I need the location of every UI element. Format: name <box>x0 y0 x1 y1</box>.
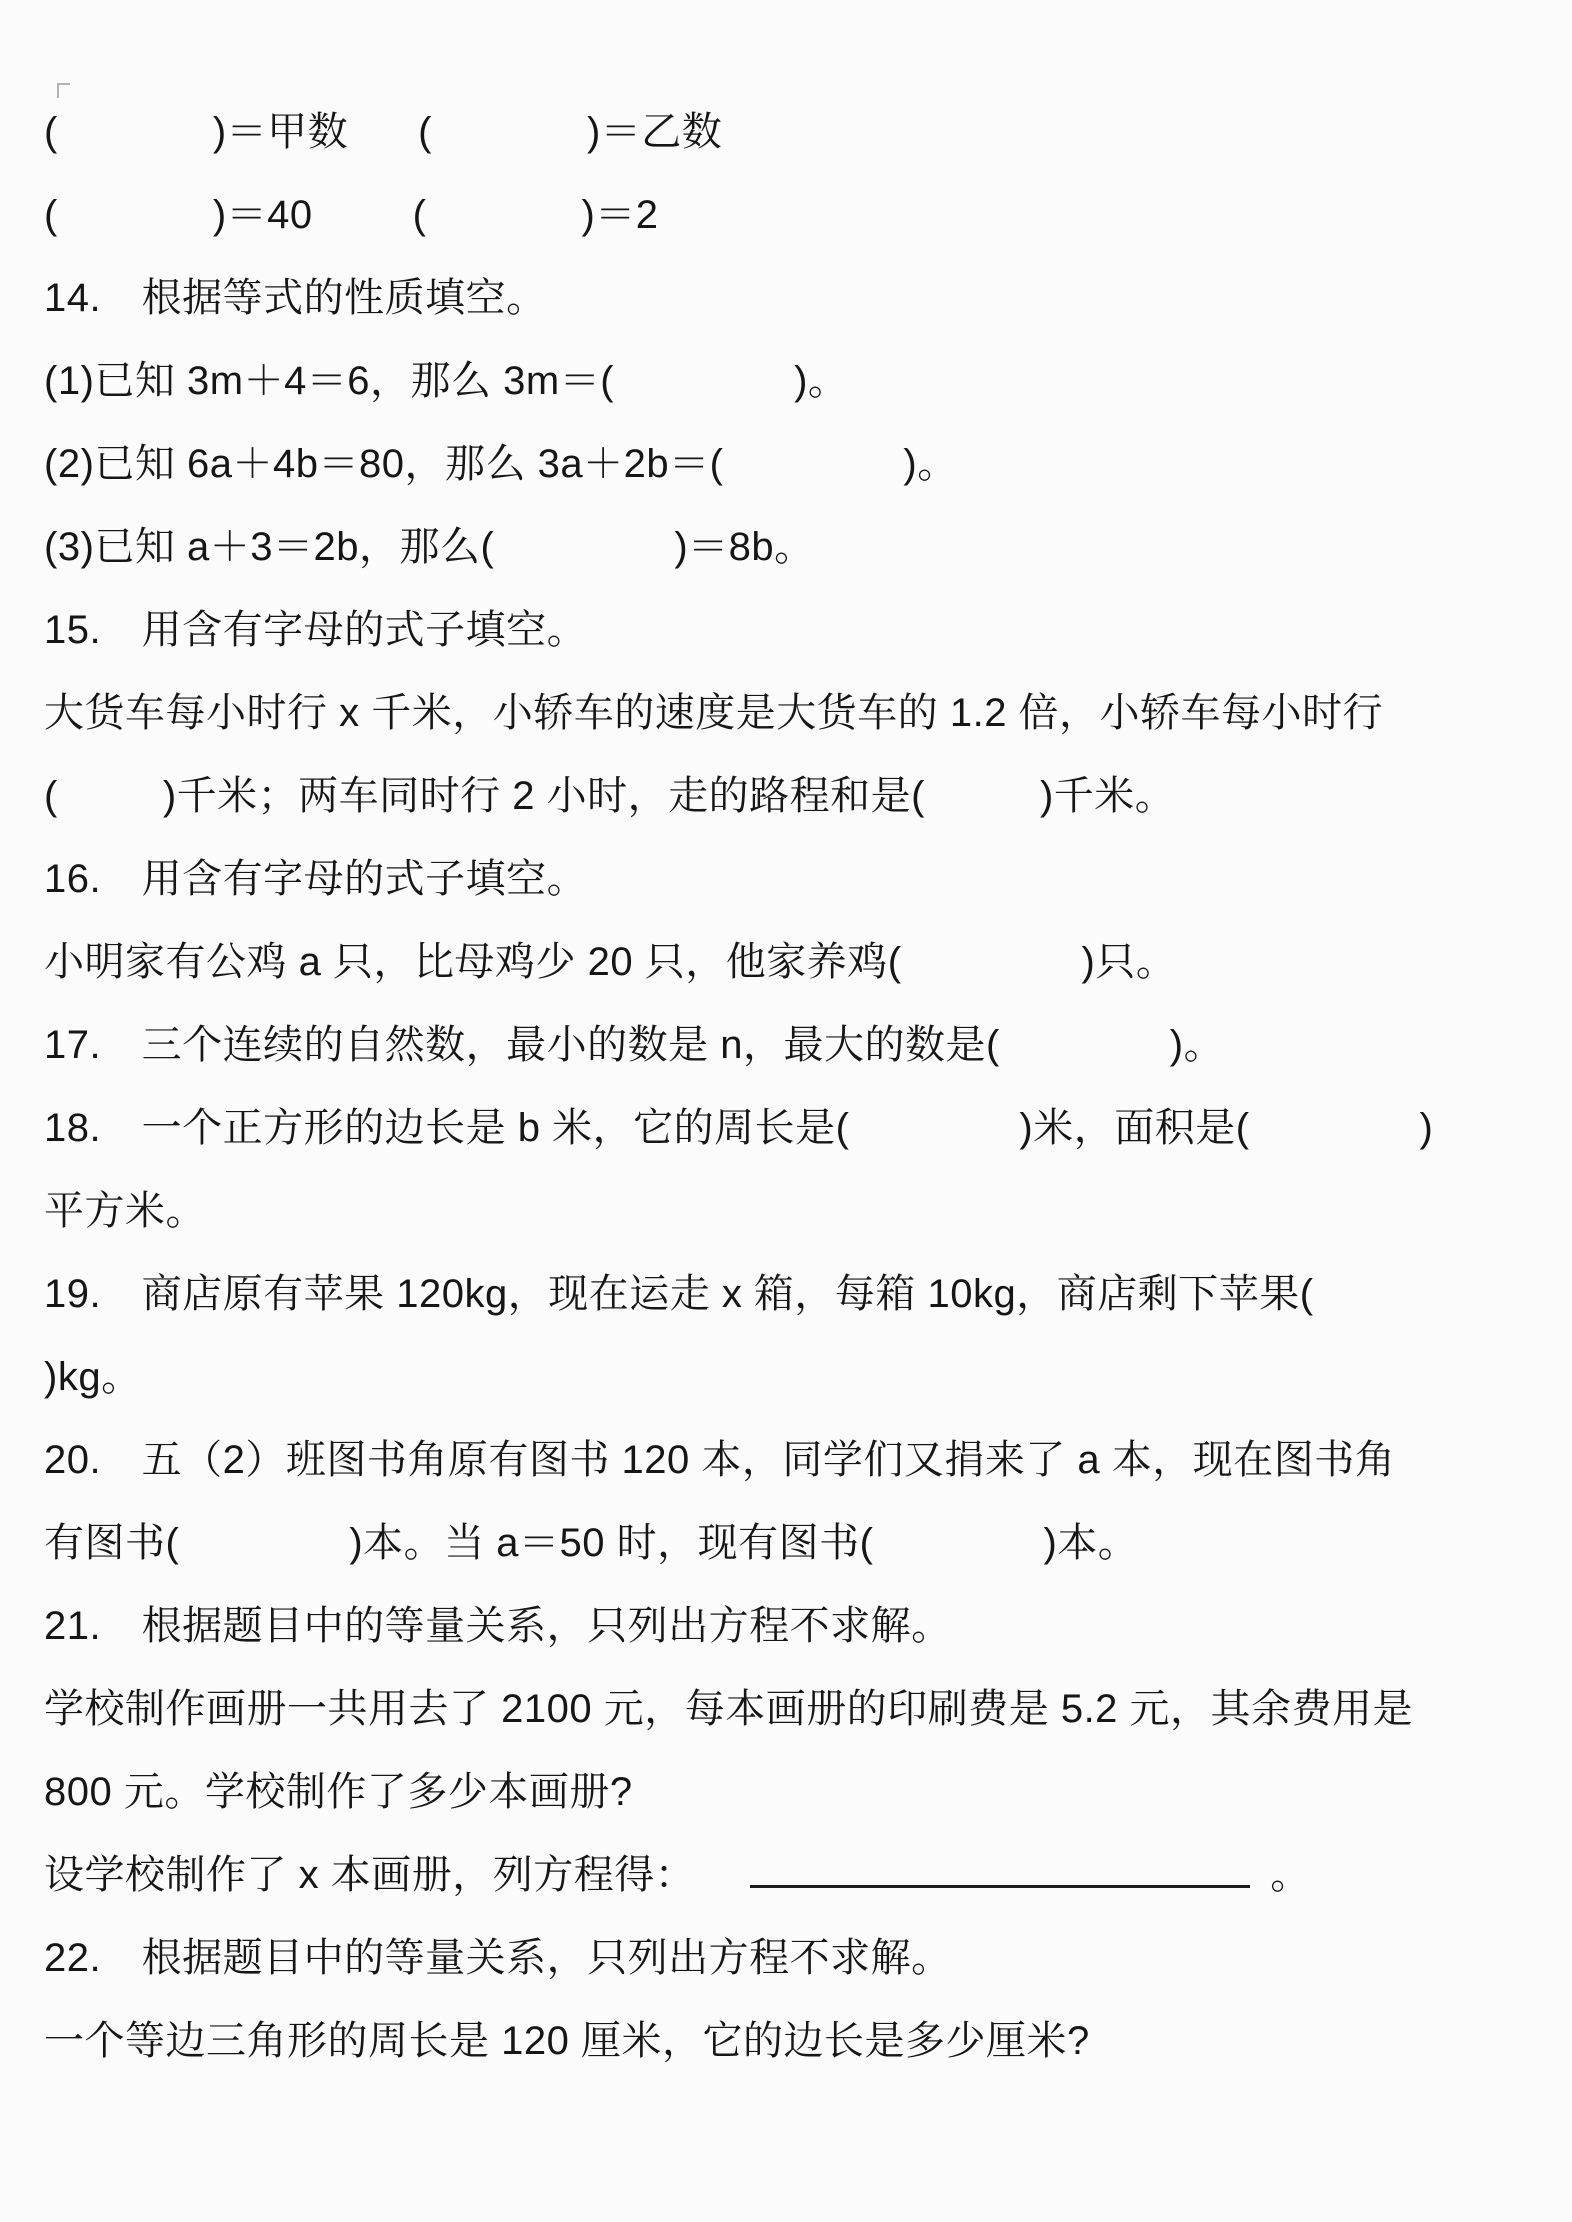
worksheet-line <box>44 1751 1572 1834</box>
worksheet-line <box>44 174 1572 257</box>
worksheet-line <box>44 1004 1572 1087</box>
worksheet-line <box>44 1336 1572 1419</box>
text-segment: 14. 根据等式的性质填空。 <box>44 276 547 320</box>
text-segment: ( <box>412 193 427 237</box>
worksheet-line <box>44 672 1572 755</box>
answer-gap <box>58 227 213 228</box>
text-segment: )＝甲数 <box>212 110 349 154</box>
text-segment: (3)已知 a＋3＝2b，那么( <box>44 525 495 569</box>
worksheet-line <box>44 1502 1572 1585</box>
answer-gap <box>1250 1887 1270 1888</box>
text-segment: ( <box>44 774 58 818</box>
text-segment: 平方米。 <box>44 1189 206 1233</box>
answer-gap <box>723 476 903 477</box>
text-segment: )＝2 <box>581 193 659 237</box>
text-segment: 学校制作画册一共用去了 2100 元，每本画册的印刷费是 5.2 元，其余费用是 <box>44 1687 1414 1731</box>
text-segment: 。 <box>1270 1853 1311 1897</box>
answer-gap <box>695 1887 750 1888</box>
text-segment: 15. 用含有字母的式子填空。 <box>44 608 588 652</box>
text-segment: )。 <box>794 359 849 403</box>
worksheet-line <box>44 1087 1572 1170</box>
text-segment: ( <box>44 193 58 237</box>
worksheet-line <box>44 1419 1572 1502</box>
text-segment: )。 <box>903 442 958 486</box>
text-segment: )千米。 <box>1039 774 1176 818</box>
text-segment: )只。 <box>1081 940 1177 984</box>
text-segment: )。 <box>1169 1023 1225 1067</box>
text-segment: 18. 一个正方形的边长是 b 米，它的周长是( <box>44 1106 850 1150</box>
text-segment: ) <box>1419 1106 1434 1150</box>
worksheet-line <box>44 1170 1572 1253</box>
answer-gap <box>873 1555 1043 1556</box>
text-segment: 22. 根据题目中的等量关系，只列出方程不求解。 <box>44 1936 952 1980</box>
worksheet-line <box>44 506 1572 589</box>
text-segment: 800 元。学校制作了多少本画册? <box>44 1770 633 1814</box>
worksheet-line <box>44 2000 1572 2083</box>
answer-blank-line <box>750 1880 1250 1888</box>
text-segment: )＝40 <box>212 193 313 237</box>
answer-gap <box>58 808 163 809</box>
text-segment: 20. 五（2）班图书角原有图书 120 本，同学们又捐来了 a 本，现在图书角 <box>44 1438 1396 1482</box>
answer-gap <box>849 1140 1019 1141</box>
text-segment: 一个等边三角形的周长是 120 厘米，它的边长是多少厘米? <box>44 2019 1090 2063</box>
answer-gap <box>925 808 1040 809</box>
worksheet-line <box>44 340 1572 423</box>
worksheet-line <box>44 257 1572 340</box>
text-segment: )＝8b。 <box>674 525 815 569</box>
answer-gap <box>426 227 581 228</box>
worksheet-line <box>44 838 1572 921</box>
answer-gap <box>494 559 674 560</box>
worksheet-lines <box>44 91 1572 2083</box>
answer-gap <box>432 144 587 145</box>
answer-gap <box>179 1555 349 1556</box>
text-segment: 大货车每小时行 x 千米，小轿车的速度是大货车的 1.2 倍，小轿车每小时行 <box>44 691 1384 735</box>
worksheet-line <box>44 755 1572 838</box>
text-segment: )千米；两车同时行 2 小时，走的路程和是( <box>162 774 925 818</box>
text-segment: 19. 商店原有苹果 120kg，现在运走 x 箱，每箱 10kg，商店剩下苹果( <box>44 1272 1314 1316</box>
text-segment: )本。 <box>1043 1521 1139 1565</box>
text-segment: 有图书( <box>44 1521 180 1565</box>
worksheet-line <box>44 1253 1572 1336</box>
text-segment: )米，面积是( <box>1019 1106 1250 1150</box>
answer-gap <box>313 227 413 228</box>
worksheet-line <box>44 589 1572 672</box>
text-segment: )本。当 a＝50 时，现有图书( <box>349 1521 874 1565</box>
worksheet-line <box>44 921 1572 1004</box>
worksheet-line <box>44 1834 1572 1917</box>
worksheet-line <box>44 1917 1572 2000</box>
text-segment: 17. 三个连续的自然数，最小的数是 n，最大的数是( <box>44 1023 1000 1067</box>
worksheet-line <box>44 1585 1572 1668</box>
text-segment: )kg。 <box>44 1355 142 1399</box>
worksheet-line <box>44 423 1572 506</box>
text-segment: 21. 根据题目中的等量关系，只列出方程不求解。 <box>44 1604 952 1648</box>
text-segment: (2)已知 6a＋4b＝80，那么 3a＋2b＝( <box>44 442 724 486</box>
answer-gap <box>348 144 418 145</box>
answer-gap <box>902 974 1082 975</box>
text-segment: ( <box>418 110 432 154</box>
text-segment: )＝乙数 <box>586 110 723 154</box>
answer-gap <box>1250 1140 1420 1141</box>
worksheet-line <box>44 91 1572 174</box>
answer-gap <box>614 393 794 394</box>
text-segment: 小明家有公鸡 a 只，比母鸡少 20 只，他家养鸡( <box>44 940 902 984</box>
text-segment: (1)已知 3m＋4＝6，那么 3m＝( <box>44 359 615 403</box>
text-segment: 设学校制作了 x 本画册，列方程得： <box>44 1853 696 1897</box>
answer-gap <box>58 144 213 145</box>
text-segment: ( <box>44 110 58 154</box>
text-segment: 16. 用含有字母的式子填空。 <box>44 857 588 901</box>
worksheet-line <box>44 1668 1572 1751</box>
answer-gap <box>1000 1057 1170 1058</box>
